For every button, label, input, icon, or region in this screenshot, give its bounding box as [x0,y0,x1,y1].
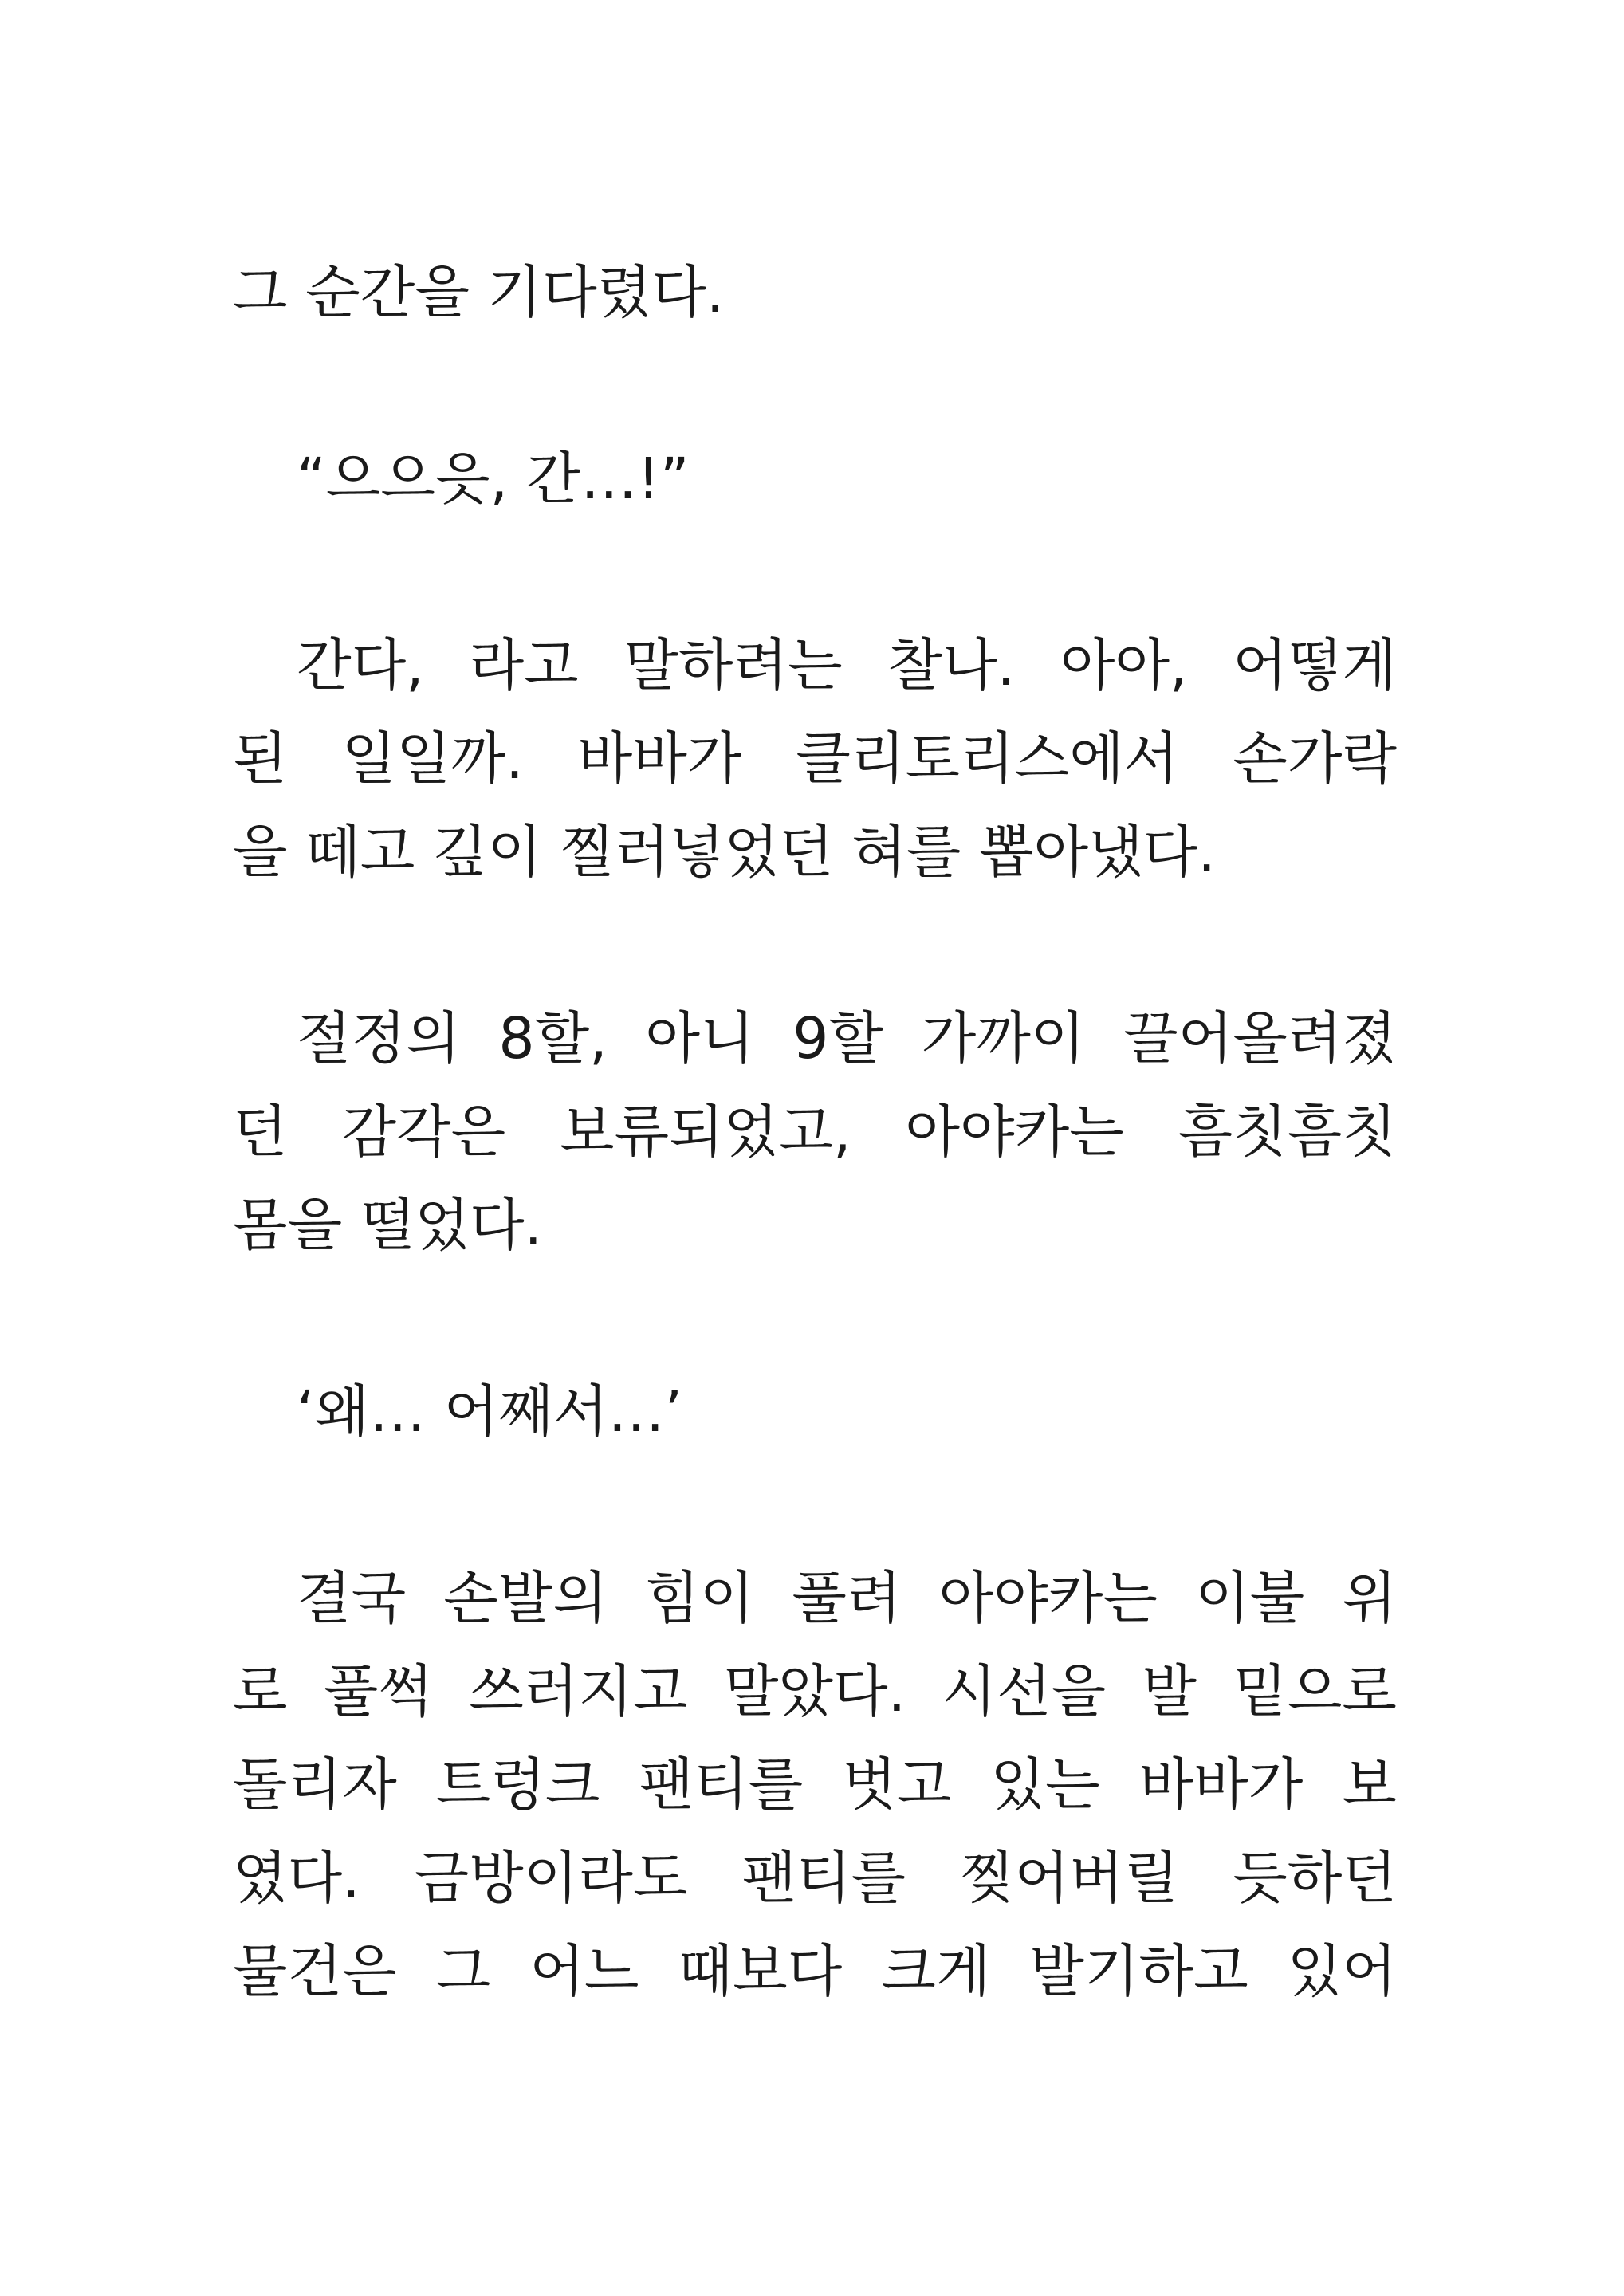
text-word: 아야카는 [938,1565,1158,1631]
text-word: 말하려는 [623,632,843,698]
text-word: 돌리자 [233,1751,397,1818]
text-word: 몸을 [233,1192,343,1258]
text-word: 찢어버릴 [959,1845,1179,1911]
paragraph-line [233,619,1397,712]
text-word: 밑으로 [1233,1658,1397,1724]
paragraph-line [233,805,1397,898]
text-word: 클리토리스에서 [796,725,1179,792]
text-word: 쓰러지고 [469,1658,688,1724]
paragraph-line [233,246,1397,339]
text-word: 손발의 [443,1565,608,1631]
text-word: 떼고 [305,819,415,885]
text-word: 로 [233,1658,288,1724]
paragraph-line [233,1551,1397,1645]
paragraph-line [233,1085,1397,1178]
text-word: 기다렸다. [487,259,725,325]
text-word: 위 [1342,1565,1397,1631]
text-word: 아아, [1060,632,1188,698]
text-word: 때보다 [678,1938,843,2004]
text-word: 어떻게 [1233,632,1397,698]
blank-line [233,898,1397,992]
text-word: 발기하고 [1029,1938,1248,2004]
text-word: 떨었다. [360,1192,543,1258]
text-word: 트렁크 [435,1751,600,1818]
text-word: 크게 [881,1938,991,2004]
text-word: 보류되었고, [560,1099,851,1165]
text-word: 힘이 [645,1565,755,1631]
text-word: 보 [1342,1751,1397,1818]
body-text [233,246,1397,2018]
text-word: 그 [435,1938,491,2004]
text-word: 바바가 [1138,1751,1304,1818]
text-word: 벗고 [842,1751,952,1818]
text-word: 흠칫흠칫 [1178,1099,1397,1165]
blank-line [233,525,1397,619]
text-word: 순간을 [305,259,470,325]
text-word: 결국 [297,1565,407,1631]
text-word: 팬티를 [741,1845,906,1911]
text-word: 팬티를 [639,1751,804,1818]
text-word: 을 [233,819,288,885]
text-word: ‘왜… [297,1378,427,1445]
text-word: 8할, [498,1005,608,1071]
text-word: 감각은 [341,1099,506,1165]
text-word: 일일까. [341,725,524,792]
text-word: 어느 [529,1938,639,2004]
text-word: 였다. [233,1845,360,1911]
text-word: 풀썩 [323,1658,434,1724]
text-word: 듯하던 [1233,1845,1397,1911]
text-word: 그 [233,259,288,325]
text-word: 가까이 [921,1005,1086,1071]
paragraph-line [233,1365,1397,1458]
text-word: 뽑아냈다. [978,819,1216,885]
paragraph-line [233,432,1397,525]
blank-line [233,339,1397,432]
text-word: 물건은 [233,1938,397,2004]
paragraph-line [233,1831,1397,1924]
paragraph-line [233,1738,1397,1831]
text-word: 간…!” [525,446,690,512]
text-word: “으으읏, [297,446,509,512]
text-word: 깊이 [432,819,543,885]
text-word: 손가락 [1233,725,1397,792]
paragraph-line [233,992,1397,1085]
text-word: 시선을 [942,1658,1107,1724]
paragraph-line [233,1178,1397,1272]
blank-line [233,1272,1397,1365]
text-word: 있는 [990,1751,1100,1818]
text-word: 던 [233,1099,288,1165]
text-word: 어째서…’ [443,1378,683,1445]
text-word: 간다, [297,632,424,698]
text-word: 절정의 [297,1005,461,1071]
text-word: 9할 [792,1005,883,1071]
text-word: 발 [1142,1658,1197,1724]
paragraph-line [233,712,1397,805]
text-word: 바바가 [577,725,742,792]
text-word: 찔러넣었던 [560,819,834,885]
text-word: 된 [233,725,288,792]
text-word: 아야카는 [905,1099,1124,1165]
text-word: 풀려 [792,1565,902,1631]
text-word: 아니 [645,1005,755,1071]
text-word: 있어 [1287,1938,1397,2004]
text-word: 금방이라도 [414,1845,688,1911]
text-word: 혀를 [851,819,961,885]
text-word: 찰나. [887,632,1016,698]
paragraph-line [233,1924,1397,2018]
blank-line [233,1458,1397,1551]
text-word: 끌어올려졌 [1123,1005,1397,1071]
text-word: 라고 [469,632,579,698]
text-word: 이불 [1195,1565,1305,1631]
paragraph-line [233,1645,1397,1738]
text-word: 말았다. [723,1658,906,1724]
